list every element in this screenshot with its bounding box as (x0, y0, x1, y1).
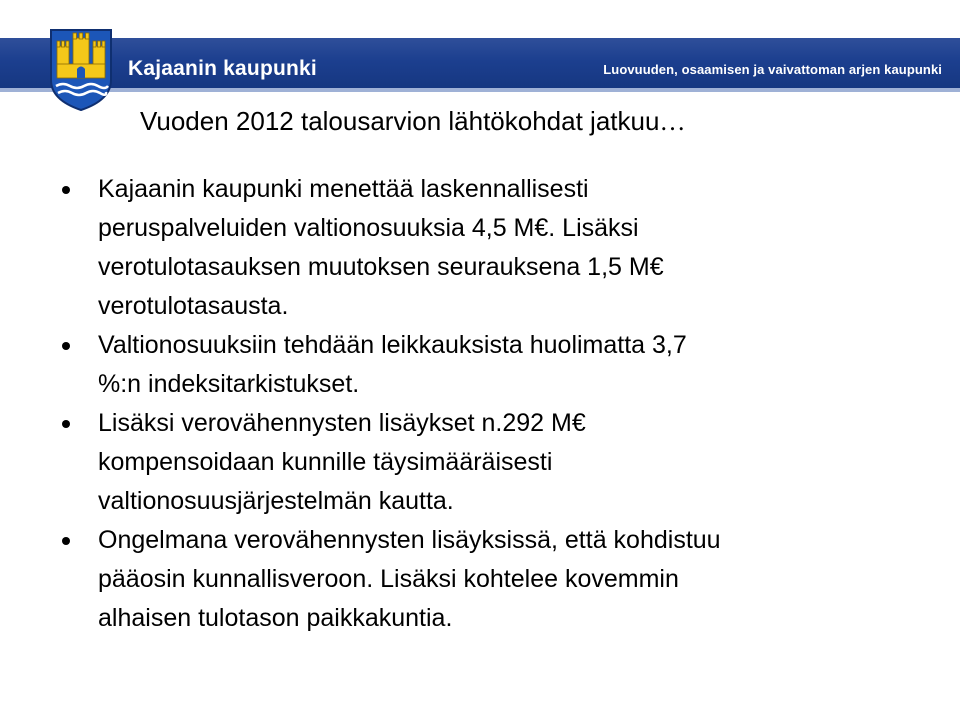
bullet-line: %:n indeksitarkistukset. (98, 370, 360, 398)
bullet-line: Valtionosuuksiin tehdään leikkauksista huolimatta 3,7 (98, 331, 687, 359)
bullet-item (60, 326, 920, 404)
bullet-line: Lisäksi verovähennysten lisäykset n.292 M€ (98, 409, 586, 437)
header-divider (0, 88, 960, 92)
slide-title (140, 106, 685, 137)
bullet-item (60, 404, 920, 521)
bullet-line: peruspalveluiden valtionosuuksia 4,5 M€. Lisäksi (98, 214, 639, 242)
bullet-dot-icon (62, 186, 70, 194)
bullet-line: pääosin kunnallisveroon. Lisäksi kohtelee kovemmin (98, 565, 679, 593)
brand-slogan: Luovuuden, osaamisen ja vaivattoman arjen kaupunki (603, 62, 942, 77)
bullet-text (98, 404, 908, 521)
bullet-dot-icon (62, 537, 70, 545)
bullet-dot-icon (62, 420, 70, 428)
bullet-dot-icon (62, 342, 70, 350)
bullet-text (98, 170, 908, 326)
bullet-line: alhaisen tulotason paikkakuntia. (98, 604, 453, 632)
bullet-line: kompensoidaan kunnille täysimääräisesti (98, 448, 553, 476)
slide-title-text: Vuoden 2012 talousarvion lähtökohdat jatkuu (140, 106, 660, 136)
bullet-line: verotulotasausta. (98, 292, 289, 320)
castle-crest-icon (48, 28, 114, 112)
bullet-text (98, 521, 908, 638)
bullet-line: verotulotasauksen muutoksen seurauksena 1,5 M€ (98, 253, 664, 281)
slide-title-ellipsis: … (659, 107, 686, 136)
bullet-list (60, 170, 920, 638)
bullet-item (60, 170, 920, 326)
bullet-line: Kajaanin kaupunki menettää laskennallisesti (98, 175, 589, 203)
bullet-line: valtionosuusjärjestelmän kautta. (98, 487, 454, 515)
brand-name: Kajaanin kaupunki (128, 57, 317, 80)
bullet-line: Ongelmana verovähennysten lisäyksissä, että kohdistuu (98, 526, 721, 554)
bullet-item (60, 521, 920, 638)
bullet-text (98, 326, 908, 404)
